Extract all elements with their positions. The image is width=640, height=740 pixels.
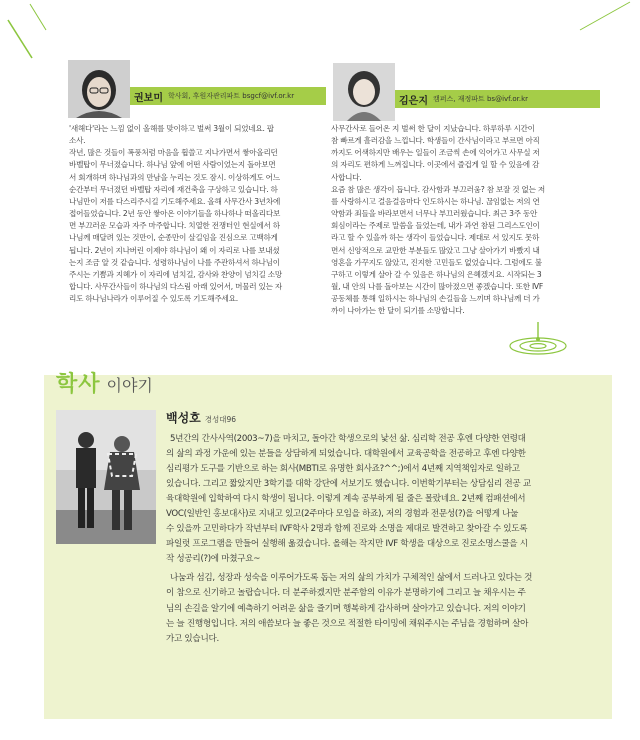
text-line: 작년, 많은 것들이 폭풍처럼 마음을 휩쓸고 지나가면서 쌓아올리던: [69, 148, 278, 158]
text-line: 심리평가 도구를 기반으로 하는 회사(MBTI로 유명한 회사죠?^^;)에서 4년째 지역책임자로 일하고: [166, 464, 520, 475]
text-line: 파일럿 프로그램을 만들어 실행해 옮겼습니다. 올해는 작지만 IVF 학생을 대상으로 진로소명스쿨을 시: [166, 539, 528, 550]
text-line: 서 회개하며 하나님과의 만남을 누리는 것도 잠시. 이상하게도 어느: [69, 172, 280, 182]
decor-line-top-right: [570, 0, 640, 40]
avatar-right: [333, 63, 395, 121]
text-line: 됩니다. 2년이 지나버린 이제야 하나님이 왜 이 자리로 나를 보내셨: [69, 245, 280, 255]
section-title-sub: 이야기: [106, 376, 153, 395]
text-line: 까지도 어색하지만 배우는 일들이 조금씩 손에 익어가고 사무실 저: [331, 148, 540, 158]
text-line: 면 부끄러운 모습과 자주 마주합니다. 치열한 전쟁터인 현실에서 하: [69, 221, 280, 231]
person-name-right: 김은지: [399, 95, 428, 107]
text-line: 의 삶의 과정 가운에 있는 분들을 상담하게 되었습니다. 대학원에서 교육공학을 전공하고 후엔 다양한: [166, 449, 526, 460]
text-line: 까이 나아가는 한 달이 되기를 소망합니다.: [331, 306, 465, 316]
decor-line-top-left: [0, 0, 70, 70]
text-line: 나님만이 저를 다스리주시길 기도해주세요. 올해 사무간사 3년차에: [69, 196, 281, 206]
text-line: 5년간의 간사사역(2003~7)을 마치고, 돌아간 학생으로의 낯선 삶. 심리학 전공 후엔 다양한 연령대: [166, 434, 526, 444]
text-line: 는지 조금 알 것 같습니다. 성령하나님이 나를 주관하셔서 하나님이: [69, 257, 280, 267]
text-line: 있습니다. 그리고 짧았지만 3학기를 대학 강단에 서보기도 했습니다. 이번학기부터는 상담심리 전공 교: [166, 479, 531, 490]
text-line: 바벨탑이 무너졌습니다. 하나님 앞에 어떤 사람이었는지 돌아보면: [69, 160, 276, 170]
text-line: 나눔과 섬김, 성장과 성숙을 이루어가도록 돕는 저의 삶의 가치가 구체적인 삶에서 드러나고 있다는 것: [166, 573, 533, 584]
text-line: 순간부터 무너졌던 바벨탑 자리에 재건축을 구상하고 있습니다. 하: [69, 184, 278, 194]
person-name-left: 권보미: [134, 92, 163, 104]
text-line: 접어들었습니다. 2년 동안 쌓아온 이야기들을 하나하나 떠올리다보: [69, 209, 281, 219]
text-line: 공동체를 통해 일하시는 하나님의 손길들을 느끼며 하나님께 더 가: [331, 294, 540, 304]
text-line: 회심이라는 주제로 말씀을 들었는데, 내가 과연 참된 그리스도인이: [331, 221, 540, 231]
story-author: [166, 409, 236, 426]
text-line: 영혼을 가꾸지도 않았고, 진지한 고민들도 없었습니다. 그럼에도 불: [331, 257, 542, 267]
text-line: VOC(일반인 홍보대사)로 지내고 있고(2주마다 모임을 하죠), 저의 경험과 전문성(?)을 어떻게 나눌: [166, 509, 519, 520]
text-line: 육대학원에 입학하여 다시 학생이 됩니다. 이렇게 계속 공부하게 될 줄은 몰랐네요. 2년째 컴패션에서: [166, 494, 526, 505]
text-line: 월, 내 안의 나를 돌아보는 시간이 많아졌으면 좋겠습니다. 또한 IVF: [331, 282, 543, 292]
text-line: 참 빠르게 흘러감을 느낍니다. 학생들이 간사님이라고 부르면 아직: [331, 136, 540, 146]
story-author-role: 경성대96: [204, 415, 237, 424]
photo-two-people: [56, 410, 156, 544]
text-line: 라고 할 수 있을까 하는 생각이 들었습니다. 제대로 서 있지도 못하: [331, 233, 540, 243]
story-author-name: 백성호: [166, 411, 201, 425]
text-line: 면서 신앙적으로 교만한 부분들도 많았고 그냥 살아가기 바빴지 내: [331, 245, 540, 255]
avatar-left: [68, 60, 130, 118]
text-line: 합니다. 사무간사들이 하나님의 다스림 아래 있어서, 머물러 있는 자: [69, 282, 282, 292]
section-title: [56, 367, 153, 398]
text-line: 주시는 기쁨과 지혜가 이 자리에 넘치길, 감사와 찬양이 넘치길 소망: [69, 269, 282, 279]
right-column-text: [331, 123, 597, 318]
text-line: 가고 있습니다.: [166, 633, 219, 644]
left-column-text: [69, 123, 331, 305]
text-line: 나님께 매달려 있는 것만이, 순종만이 살길임을 진심으로 고백하게: [69, 233, 278, 243]
name-bar-right: [395, 90, 600, 108]
ripple-decoration: [506, 322, 570, 362]
text-line: 요즘 참 많은 생각이 듭니다. 감사함과 부끄러움? 참 보잘 것 없는 저: [331, 184, 545, 194]
text-line: 를 사랑하시고 걸음걸음마다 인도하시는 하나님. 끊임없는 저의 연: [331, 196, 540, 206]
text-line: 는 늘 진행형입니다. 저의 애씀보다 늘 좋은 것으로 적절한 타이밍에 채워주시는 주님을 경험하며 살아: [166, 618, 529, 629]
text-line: 소사.: [69, 136, 86, 146]
text-line: '새해다'라는 느낌 없이 올해를 맞이하고 벌써 3월이 되었네요. 팝: [69, 124, 274, 133]
person-role-right: 캠퍼스, 재정파트 bs@ivf.or.kr: [432, 95, 529, 103]
text-line: 약함과 죄들을 바라보면서 너무나 부끄러웠습니다. 최근 3주 동안: [331, 209, 538, 219]
text-line: 이 참으로 신기하고 놀랍습니다. 더 분주하겠지만 분주함의 이유가 분명하기에 그리고 늘 채우시는 주: [166, 588, 526, 599]
name-bar-left: [130, 87, 326, 105]
text-line: 사합니다.: [331, 172, 362, 182]
story-text: [166, 432, 606, 647]
text-line: 구하고 이렇게 살아 갈 수 있음은 하나님의 은혜겠지요. 시작되는 3: [331, 269, 542, 279]
text-line: 님의 손길을 알기에 예측하기 어려운 삶을 즐기며 행복하게 감사하며 살아가고 있습니다. 저의 이야기: [166, 603, 526, 614]
section-title-main: 학사: [56, 372, 101, 397]
text-line: 사무간사로 들어온 지 벌써 한 달이 지났습니다. 하루하루 시간이: [331, 124, 535, 133]
text-line: 의 자리도 편하게 느껴집니다. 이곳에서 즐겁게 일 할 수 있음에 감: [331, 160, 540, 170]
text-line: 작 성공리(?)에 마쳤구요~: [166, 554, 261, 565]
text-line: 수 있을까 고민하다가 작년부터 IVF학사 2명과 함께 진로와 소명을 제대로 발견하고 찾아갈 수 있도록: [166, 524, 528, 535]
person-role-left: 학사회, 후원자관리파트 bsgcf@ivf.or.kr: [167, 92, 295, 100]
text-line: 리도 하나님나라가 이루어질 수 있도록 기도해주세요.: [69, 294, 238, 304]
